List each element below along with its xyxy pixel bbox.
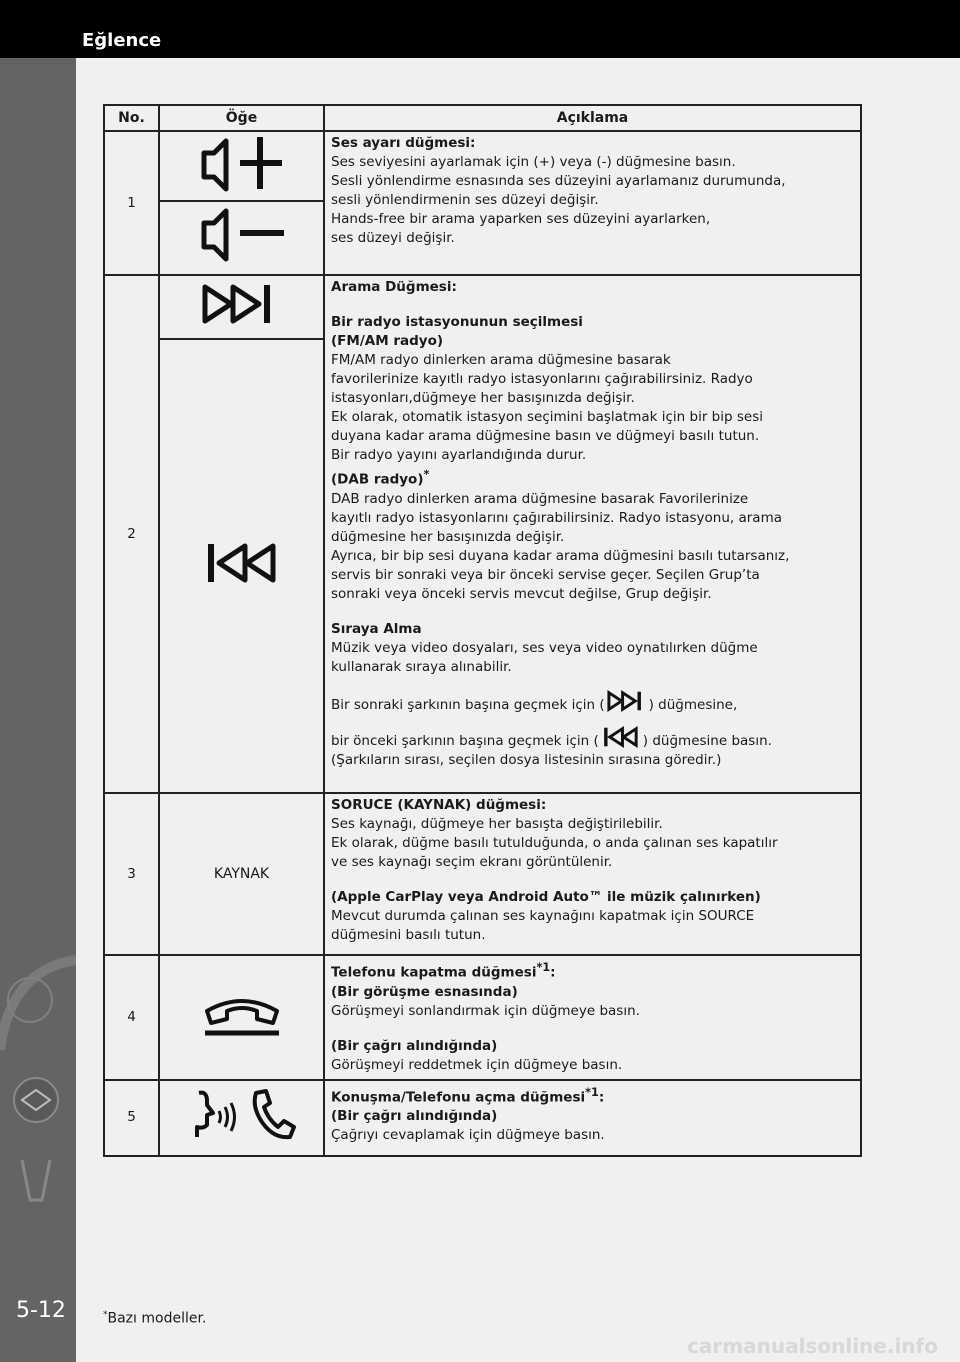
desc-line: Ses kaynağı, düğmeye her basışta değiştirilebilir. [331,816,663,832]
row-desc [324,1080,861,1156]
title-colon: : [550,964,556,981]
desc-line: Müzik veya video dosyaları, ses veya video oynatılırken düğme [331,639,758,656]
desc-line: Ek olarak, otomatik istasyon seçimini başlatmak için bir bip sesi [331,409,763,425]
desc-line [331,723,854,751]
desc-subtitle [331,465,854,490]
desc-title [331,1083,854,1108]
table-row [104,955,861,1080]
header-desc: Açıklama [324,105,861,131]
desc-subtitle: Bir radyo istasyonunun seçilmesi [331,314,583,330]
desc-line: düğmesini basılı tutun. [331,927,486,943]
desc-subtitle: (Bir çağrı alındığında) [331,1037,498,1054]
seek-forward-icon [197,281,287,327]
row-number: 1 [104,131,159,275]
desc-line: ve ses kaynağı seçim ekranı görüntülenir. [331,854,613,870]
desc-line: Görüşmeyi reddetmek için düğmeye basın. [331,1056,623,1073]
desc-line: Çağrıyı cevaplamak için düğmeye basın. [331,1127,605,1143]
prev-pre: bir önceki şarkının başına geçmek için ( [331,732,599,749]
talk-pickup-cell [159,1080,324,1156]
desc-subtitle: Sıraya Alma [331,620,422,637]
desc-line: sesli yönlendirmenin ses düzeyi değişir. [331,192,599,208]
desc-line: düğmesine her basışınızda değişir. [331,528,565,545]
table-row [104,275,861,339]
desc-subtitle: (Bir görüşme esnasında) [331,983,518,1000]
pick-up-icon [248,1087,298,1143]
seek-back-icon [599,723,643,751]
header-no: No. [104,105,159,131]
desc-title: Arama Düğmesi: [331,279,457,295]
volume-down-cell [159,201,324,275]
row-desc [324,131,861,275]
desc-subtitle: (Apple CarPlay veya Android Auto™ ile müzik çalınırken) [331,889,761,905]
volume-up-icon [192,133,292,193]
row-number: 3 [104,793,159,955]
talk-title: Konuşma/Telefonu açma düğmesi [331,1089,586,1105]
footnote [103,1310,206,1327]
desc-line: ses düzeyi değişir. [331,230,455,246]
seek-back-cell [159,339,324,793]
page-number: 5-12 [16,1298,66,1323]
hang-up-icon [197,989,287,1039]
table-header-row [104,105,861,131]
desc-line: DAB radyo dinlerken arama düğmesine basarak Favorilerinize [331,490,749,507]
desc-line [331,687,854,715]
desc-subtitle: (FM/AM radyo) [331,333,444,349]
row-desc [324,955,861,1080]
section-title: Eğlence [82,30,162,51]
next-pre: Bir sonraki şarkının başına geçmek için ( [331,696,605,713]
header-item: Öğe [159,105,324,131]
desc-line: (Şarkıların sırası, seçilen dosya listesinin sırasına göredir.) [331,751,722,768]
kaynak-label: KAYNAK [159,793,324,955]
desc-line: Ses seviyesini ayarlamak için (+) veya (-) düğmesine basın. [331,154,736,170]
watermark: carmanualsonline.info [687,1334,938,1358]
desc-line: FM/AM radyo dinlerken arama düğmesine basarak [331,352,671,368]
desc-subtitle: (Bir çağrı alındığında) [331,1108,498,1124]
desc-line: kayıtlı radyo istasyonlarını çağırabilirsiniz. Radyo istasyonu, arama [331,509,783,526]
desc-line: Bir radyo yayını ayarlandığında durur. [331,447,587,463]
desc-line: Sesli yönlendirme esnasında ses düzeyini ayarlamanız durumunda, [331,173,786,189]
seek-forward-icon [605,687,649,715]
desc-line: servis bir sonraki veya bir önceki servise geçer. Seçilen Grup’ta [331,566,760,583]
next-post: ) düğmesine, [648,696,738,713]
steering-wheel-art [0,930,76,1230]
footnote-mark: *1 [536,961,551,974]
row-number: 4 [104,955,159,1080]
desc-line: Ayrıca, bir bip sesi duyana kadar arama düğmesini basılı tutarsanız, [331,547,790,564]
row-number: 5 [104,1080,159,1156]
desc-line: Görüşmeyi sonlandırmak için düğmeye basın. [331,1002,640,1019]
footnote-mark: * [103,1310,108,1320]
desc-title: Ses ayarı düğmesi: [331,135,476,151]
seek-back-icon [197,540,287,586]
table-row [104,1080,861,1156]
footnote-mark: * [423,468,430,481]
desc-line: Ek olarak, düğme basılı tutulduğunda, o anda çalınan ses kapatılır [331,835,778,851]
desc-line: Mevcut durumda çalınan ses kaynağını kapatmak için SOURCE [331,908,755,924]
desc-line: kullanarak sıraya alınabilir. [331,658,512,675]
controls-table [103,104,862,1157]
hang-up-cell [159,955,324,1080]
volume-down-icon [192,207,292,263]
desc-line: duyana kadar arama düğmesine basın ve düğmeyi basılı tutun. [331,428,760,444]
row-desc [324,275,861,793]
header-bar [0,0,960,58]
volume-up-cell [159,131,324,201]
footnote-text: Bazı modeller. [107,1310,207,1327]
title-colon: : [598,1089,605,1105]
desc-line: sonraki veya önceki servis mevcut değilse, Grup değişir. [331,585,712,602]
desc-title: SORUCE (KAYNAK) düğmesi: [331,797,547,813]
footnote-mark: *1 [585,1085,599,1099]
row-desc [324,793,861,955]
table-row [104,793,861,955]
prev-post: ) düğmesine basın. [642,732,772,749]
desc-line: Hands-free bir arama yaparken ses düzeyini ayarlarken, [331,211,711,227]
talk-icon [185,1087,243,1143]
desc-title [331,958,854,983]
desc-line: istasyonları,düğmeye her basışınızda değişir. [331,390,635,406]
hang-up-title: Telefonu kapatma düğmesi [331,964,537,981]
desc-line: favorilerinize kayıtlı radyo istasyonlarını çağırabilirsiniz. Radyo [331,371,753,387]
table-row [104,131,861,201]
seek-forward-cell [159,275,324,339]
row-number: 2 [104,275,159,793]
dab-label: (DAB radyo) [331,471,424,488]
